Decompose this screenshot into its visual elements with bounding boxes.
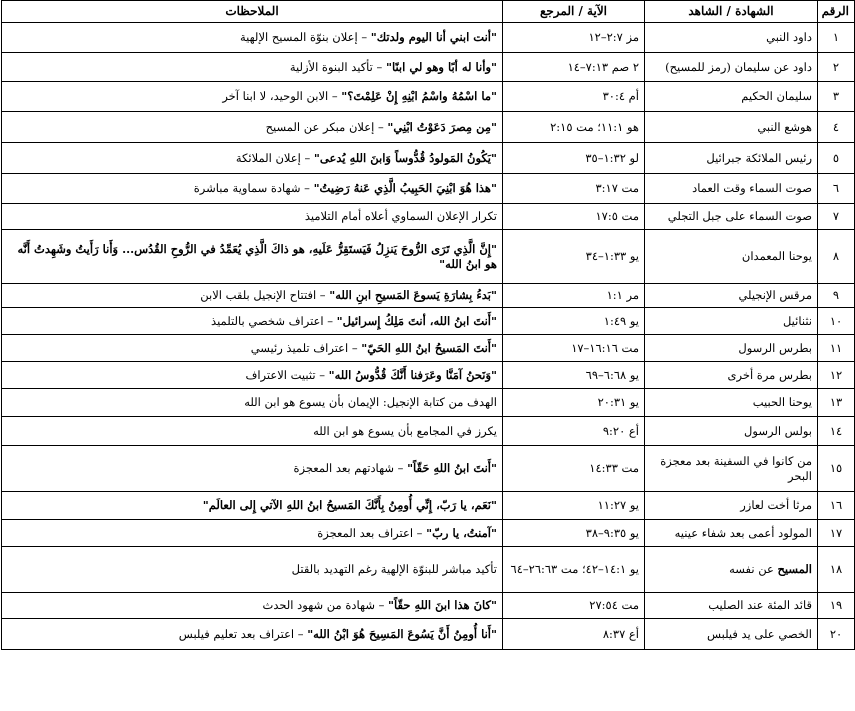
- row-number: ٤: [818, 112, 855, 143]
- witness-cell: [645, 362, 818, 389]
- note-text: يكرز في المجامع بأن يسوع هو ابن الله: [313, 423, 497, 438]
- witness-cell: [645, 547, 818, 593]
- quote-text: "يَكُونُ المَولودُ قُدُّوساً وَابنَ اللهِ يُدعى": [313, 150, 497, 165]
- row-number: ١٦: [818, 492, 855, 520]
- witness-text: داود النبي: [766, 30, 812, 44]
- row-number: ١٧: [818, 520, 855, 547]
- notes-cell: [2, 335, 503, 362]
- row-number: ٥: [818, 143, 855, 174]
- witness-text: المولود أعمى بعد شفاء عينيه: [674, 525, 812, 540]
- reference-cell: يو ١١:٢٧: [503, 492, 645, 520]
- header-reference: الآية / المرجع: [503, 1, 645, 23]
- note-text: – إعلان بنوّة المسيح الإلهية: [240, 30, 371, 44]
- reference-cell: مت ٢٧:٥٤: [503, 593, 645, 619]
- witness-text: نثنائيل: [782, 313, 812, 328]
- note-text: – إعلان مبكر عن المسيح: [265, 119, 388, 134]
- note-text: – اعتراف بعد المعجزة: [317, 525, 427, 540]
- table-row: [2, 335, 855, 362]
- table-row: [2, 417, 855, 446]
- row-number: ٦: [818, 174, 855, 204]
- notes-cell: [2, 204, 503, 230]
- row-number: ١٥: [818, 446, 855, 492]
- quote-text: "مِن مِصرَ دَعَوْتُ ابْنِي": [387, 119, 497, 134]
- witness-text: بطرس الرسول: [738, 340, 812, 355]
- reference-cell: ٢ صم ٧:١٣–١٤: [503, 53, 645, 82]
- notes-cell: [2, 284, 503, 308]
- row-number: ١٨: [818, 547, 855, 593]
- row-number: ٢: [818, 53, 855, 82]
- table-row: [2, 619, 855, 650]
- row-number: ٧: [818, 204, 855, 230]
- reference-cell: أع ٩:٢٠: [503, 417, 645, 446]
- notes-cell: [2, 547, 503, 593]
- witness-text: هوشع النبي: [757, 119, 812, 134]
- table-row: [2, 230, 855, 284]
- note-text: – اعتراف شخصي بالتلميذ: [211, 313, 337, 328]
- witness-cell: [645, 204, 818, 230]
- witness-text: الخصي على يد فيلبس: [706, 626, 812, 641]
- table-row: [2, 492, 855, 520]
- witness-cell: [645, 308, 818, 335]
- table-row: [2, 389, 855, 417]
- notes-cell: [2, 308, 503, 335]
- table-row: [2, 362, 855, 389]
- notes-cell: [2, 492, 503, 520]
- row-number: ٢٠: [818, 619, 855, 650]
- witness-cell: [645, 82, 818, 112]
- table-row: [2, 112, 855, 143]
- witness-cell: [645, 417, 818, 446]
- table-row: [2, 593, 855, 619]
- witness-cell: [645, 284, 818, 308]
- note-text: – تأكيد البنوة الأزلية: [289, 59, 386, 74]
- witness-cell: [645, 619, 818, 650]
- quote-text: "إِنَّ الَّذِي تَرَى الرُّوحَ يَنزِلُ فَيَستَقِرُّ عَلَيهِ، هو ذاكَ الَّذِي يُعَمِّدُ في الرُّوحِ القُدُس... وَأَنا رَأَيتُ وشَهِدتُ أَنَّه هو ابنُ الله": [17, 241, 497, 271]
- note-text: – اعتراف بعد تعليم فيلبس: [178, 626, 308, 641]
- header-num: الرقم: [818, 1, 855, 23]
- note-text: – تثبيت الاعتراف: [245, 367, 329, 382]
- table-row: [2, 520, 855, 547]
- row-number: ١٣: [818, 389, 855, 417]
- table-row: [2, 143, 855, 174]
- quote-text: "ما اسْمُهُ واسْمُ ابْنِهِ إِنْ عَلِمْتَ؟": [341, 89, 497, 103]
- witness-cell: [645, 335, 818, 362]
- note-text: – إعلان الملائكة: [235, 150, 314, 165]
- reference-cell: هو ١١:١؛ مت ٢:١٥: [503, 112, 645, 143]
- witness-text: سليمان الحكيم: [741, 89, 812, 103]
- witness-cell: [645, 230, 818, 284]
- witness-cell: [645, 174, 818, 204]
- notes-cell: [2, 53, 503, 82]
- notes-cell: [2, 619, 503, 650]
- quote-text: "نَعَم، يا رَبّ، إِنِّي أُومِنُ بِأَنَّكَ المَسيحُ ابنُ اللهِ الآتي إِلى العالَم": [202, 498, 497, 512]
- row-number: ٣: [818, 82, 855, 112]
- notes-cell: [2, 143, 503, 174]
- quote-text: "آمنتُ، يا ربّ": [426, 525, 497, 540]
- notes-cell: [2, 174, 503, 204]
- table-row: [2, 284, 855, 308]
- table-row: [2, 204, 855, 230]
- witness-cell: [645, 112, 818, 143]
- witness-text: مرثا أخت لعازر: [740, 498, 812, 512]
- table-row: [2, 82, 855, 112]
- notes-cell: [2, 230, 503, 284]
- reference-cell: يو ١:٣٣–٣٤: [503, 230, 645, 284]
- witness-cell: [645, 53, 818, 82]
- table-row: [2, 308, 855, 335]
- row-number: ١٢: [818, 362, 855, 389]
- notes-cell: [2, 520, 503, 547]
- note-text: تكرار الإعلان السماوي أعلاه أمام التلاميذ: [304, 209, 497, 223]
- note-text: – اعتراف تلميذ رئيسي: [250, 340, 362, 355]
- notes-cell: [2, 362, 503, 389]
- header-notes: الملاحظات: [2, 1, 503, 23]
- witness-text: صوت السماء على جبل التجلي: [667, 209, 812, 223]
- row-number: ٨: [818, 230, 855, 284]
- quote-text: "وأنا له أبًا وهو لي ابنًا": [385, 59, 497, 74]
- witness-text: يوحنا الحبيب: [752, 395, 812, 409]
- quote-text: "هذا هُوَ ابْنِيَ الحَبِيبُ الَّذِي عَنهُ رَضِيتُ": [313, 181, 497, 195]
- reference-cell: يو ٦:٦٨–٦٩: [503, 362, 645, 389]
- witness-text: عن نفسه: [729, 562, 778, 576]
- witness-text: داود عن سليمان (رمز للمسيح): [665, 59, 812, 74]
- reference-cell: مر ١:١: [503, 284, 645, 308]
- table-row: [2, 23, 855, 53]
- reference-cell: لو ١:٣٢–٣٥: [503, 143, 645, 174]
- reference-cell: مت ٣:١٧: [503, 174, 645, 204]
- notes-cell: [2, 82, 503, 112]
- reference-cell: يو ١٤:١–٤٢؛ مت ٢٦:٦٣–٦٤: [503, 547, 645, 593]
- witness-cell: [645, 23, 818, 53]
- quote-text: "أَنتَ ابنُ اللهِ حَقّاً": [407, 461, 497, 475]
- row-number: ١٤: [818, 417, 855, 446]
- note-text: – الابن الوحيد، لا ابنا آخر: [222, 89, 342, 103]
- reference-cell: مت ١٧:٥: [503, 204, 645, 230]
- witness-cell: [645, 446, 818, 492]
- witness-cell: [645, 492, 818, 520]
- witness-text: صوت السماء وقت العماد: [692, 181, 812, 195]
- table-row: [2, 174, 855, 204]
- notes-cell: [2, 417, 503, 446]
- note-text: تأكيد مباشر للبنوّة الإلهية رغم التهديد بالقتل: [291, 562, 497, 576]
- table-row: [2, 53, 855, 82]
- witness-text: قائد المئة عند الصليب: [708, 598, 812, 612]
- row-number: ٩: [818, 284, 855, 308]
- witness-cell: [645, 520, 818, 547]
- witness-text: يوحنا المعمدان: [741, 249, 812, 263]
- witness-cell: [645, 389, 818, 417]
- witness-text: بطرس مرة أخرى: [727, 367, 812, 382]
- header-witness: الشهادة / الشاهد: [645, 1, 818, 23]
- reference-cell: مت ١٦:١٦–١٧: [503, 335, 645, 362]
- quote-text: "بَدءُ بِشارَةِ يَسوعَ المَسيحِ ابنِ الله": [329, 288, 497, 302]
- witness-text: رئيس الملائكة جبرائيل: [706, 150, 812, 165]
- reference-cell: أع ٨:٣٧: [503, 619, 645, 650]
- notes-cell: [2, 23, 503, 53]
- witness-cell: [645, 593, 818, 619]
- notes-cell: [2, 112, 503, 143]
- reference-cell: أم ٣٠:٤: [503, 82, 645, 112]
- note-text: – شهادة من شهود الحدث: [262, 598, 389, 612]
- note-text: – شهادتهم بعد المعجزة: [293, 461, 408, 475]
- reference-cell: يو ٢٠:٣١: [503, 389, 645, 417]
- table-row: [2, 446, 855, 492]
- quote-text: "أَنتَ ابنُ الله، أنتَ مَلِكُ إِسرائيل": [336, 313, 497, 328]
- table-row: [2, 547, 855, 593]
- note-text: – شهادة سماوية مباشرة: [193, 181, 314, 195]
- reference-cell: يو ٩:٣٥–٣٨: [503, 520, 645, 547]
- notes-cell: [2, 389, 503, 417]
- notes-cell: [2, 446, 503, 492]
- witness-text: مرقس الإنجيلي: [738, 288, 812, 302]
- row-number: ١: [818, 23, 855, 53]
- quote-text: "كانَ هذا ابنَ اللهِ حقّاً": [388, 598, 497, 612]
- row-number: ١٠: [818, 308, 855, 335]
- quote-text: "أَنا أُومِنُ أَنَّ يَسُوعَ المَسِيحَ هُوَ ابْنُ الله": [307, 626, 497, 641]
- witness-text: بولس الرسول: [744, 423, 812, 438]
- witness-emphasis: المسيح: [777, 562, 812, 576]
- quote-text: "وَنَحنُ آمَنَّا وعَرَفنا أَنَّكَ قُدُّوسُ الله": [328, 367, 497, 382]
- witness-cell: [645, 143, 818, 174]
- row-number: ١١: [818, 335, 855, 362]
- reference-cell: يو ١:٤٩: [503, 308, 645, 335]
- quote-text: "أنت ابني أنا اليوم ولدتك": [370, 30, 497, 44]
- witness-text: من كانوا في السفينة بعد معجزة البحر: [660, 453, 812, 483]
- note-text: الهدف من كتابة الإنجيل: الإيمان بأن يسوع هو ابن الله: [244, 395, 497, 409]
- note-text: – افتتاح الإنجيل بلقب الابن: [200, 288, 330, 302]
- witness-table: [1, 0, 855, 650]
- notes-cell: [2, 593, 503, 619]
- reference-cell: مز ٢:٧–١٢: [503, 23, 645, 53]
- quote-text: "أَنتَ المَسيحُ ابنُ اللهِ الحَيّ": [361, 340, 497, 355]
- header-row: [2, 1, 855, 23]
- row-number: ١٩: [818, 593, 855, 619]
- reference-cell: مت ١٤:٣٣: [503, 446, 645, 492]
